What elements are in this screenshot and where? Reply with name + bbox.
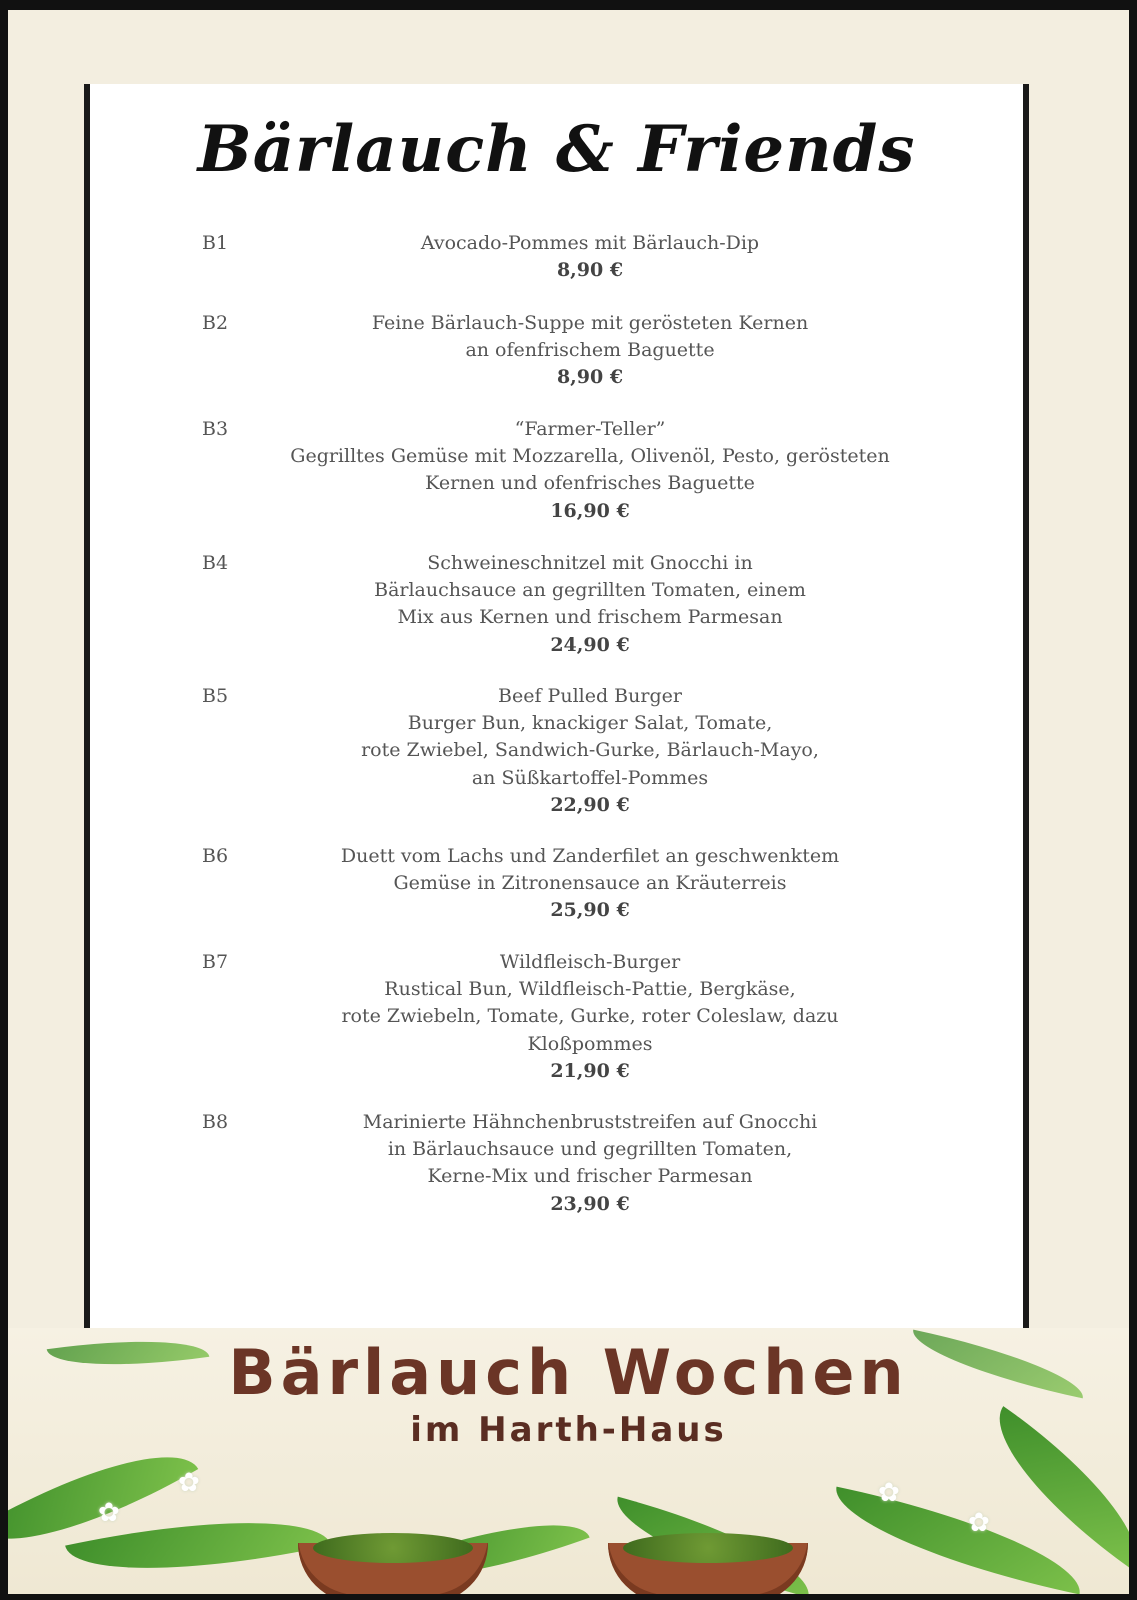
item-line: Gemüse in Zitronensauce an Kräuterreis bbox=[393, 872, 787, 895]
item-line: Feine Bärlauch-Suppe mit gerösteten Kernen bbox=[371, 312, 809, 334]
item-code: B5 bbox=[202, 685, 229, 707]
flower-icon: ✿ bbox=[878, 1478, 900, 1508]
item-line: Mix aus Kernen und frischem Parmesan bbox=[397, 606, 783, 629]
item-line: Avocado-Pommes mit Bärlauch-Dip bbox=[420, 232, 760, 254]
item-line: Bärlauchsauce an gegrillten Tomaten, einem bbox=[374, 579, 806, 602]
item-price: 21,90 € bbox=[550, 1059, 630, 1082]
item-price: 22,90 € bbox=[550, 793, 630, 816]
menu-card bbox=[84, 84, 1029, 1328]
item-line: Rustical Bun, Wildfleisch-Pattie, Bergkäse, bbox=[384, 978, 796, 1001]
item-description bbox=[240, 949, 940, 1085]
item-price: 23,90 € bbox=[550, 1192, 630, 1215]
bowl-icon bbox=[313, 1533, 473, 1563]
item-line: Kerne-Mix und frischer Parmesan bbox=[427, 1165, 753, 1188]
item-description bbox=[240, 310, 940, 392]
item-code: B4 bbox=[202, 552, 229, 574]
item-code: B8 bbox=[202, 1111, 229, 1133]
item-price: 25,90 € bbox=[550, 899, 630, 922]
item-line: Beef Pulled Burger bbox=[498, 685, 682, 707]
item-line: Burger Bun, knackiger Salat, Tomate, bbox=[407, 712, 773, 735]
item-price: 8,90 € bbox=[556, 259, 624, 282]
item-description bbox=[240, 230, 940, 284]
banner-title: Bärlauch Wochen bbox=[228, 1336, 909, 1409]
bowl-icon bbox=[623, 1533, 793, 1563]
item-description bbox=[240, 683, 940, 819]
item-code: B6 bbox=[202, 845, 229, 867]
flower-icon: ✿ bbox=[178, 1468, 200, 1498]
menu-page bbox=[8, 10, 1129, 1594]
item-code: B7 bbox=[202, 951, 229, 973]
flower-icon: ✿ bbox=[98, 1498, 120, 1528]
item-description bbox=[240, 1109, 940, 1218]
item-line: an ofenfrischem Baguette bbox=[465, 339, 715, 362]
item-description bbox=[240, 843, 940, 925]
item-description bbox=[240, 550, 940, 659]
item-price: 16,90 € bbox=[550, 499, 630, 522]
item-code: B2 bbox=[202, 312, 229, 334]
item-line: Schweineschnitzel mit Gnocchi in bbox=[427, 552, 753, 574]
item-line: Kernen und ofenfrisches Baguette bbox=[425, 472, 755, 495]
item-line: Duett vom Lachs und Zanderfilet an geschwenktem bbox=[340, 845, 840, 867]
item-line: Gegrilltes Gemüse mit Mozzarella, Olivenöl, Pesto, gerösteten bbox=[290, 445, 890, 468]
item-code: B1 bbox=[202, 232, 229, 254]
item-line: in Bärlauchsauce und gegrillten Tomaten, bbox=[387, 1138, 793, 1161]
item-line: an Süßkartoffel-Pommes bbox=[471, 766, 709, 789]
menu-title: Bärlauch & Friends bbox=[197, 112, 916, 187]
item-code: B3 bbox=[202, 418, 229, 440]
item-line: Marinierte Hähnchenbruststreifen auf Gnocchi bbox=[362, 1111, 818, 1133]
item-line: “Farmer-Teller” bbox=[514, 418, 666, 440]
banner-subtitle: im Harth-Haus bbox=[410, 1410, 727, 1450]
item-line: rote Zwiebel, Sandwich-Gurke, Bärlauch-Mayo, bbox=[361, 739, 819, 762]
flower-icon: ✿ bbox=[968, 1508, 990, 1538]
item-price: 24,90 € bbox=[550, 633, 630, 656]
item-price: 8,90 € bbox=[556, 366, 624, 389]
item-line: rote Zwiebeln, Tomate, Gurke, roter Coleslaw, dazu bbox=[341, 1005, 839, 1028]
item-line: Wildfleisch-Burger bbox=[499, 951, 681, 973]
item-description bbox=[240, 416, 940, 525]
item-line: Kloßpommes bbox=[527, 1032, 653, 1055]
